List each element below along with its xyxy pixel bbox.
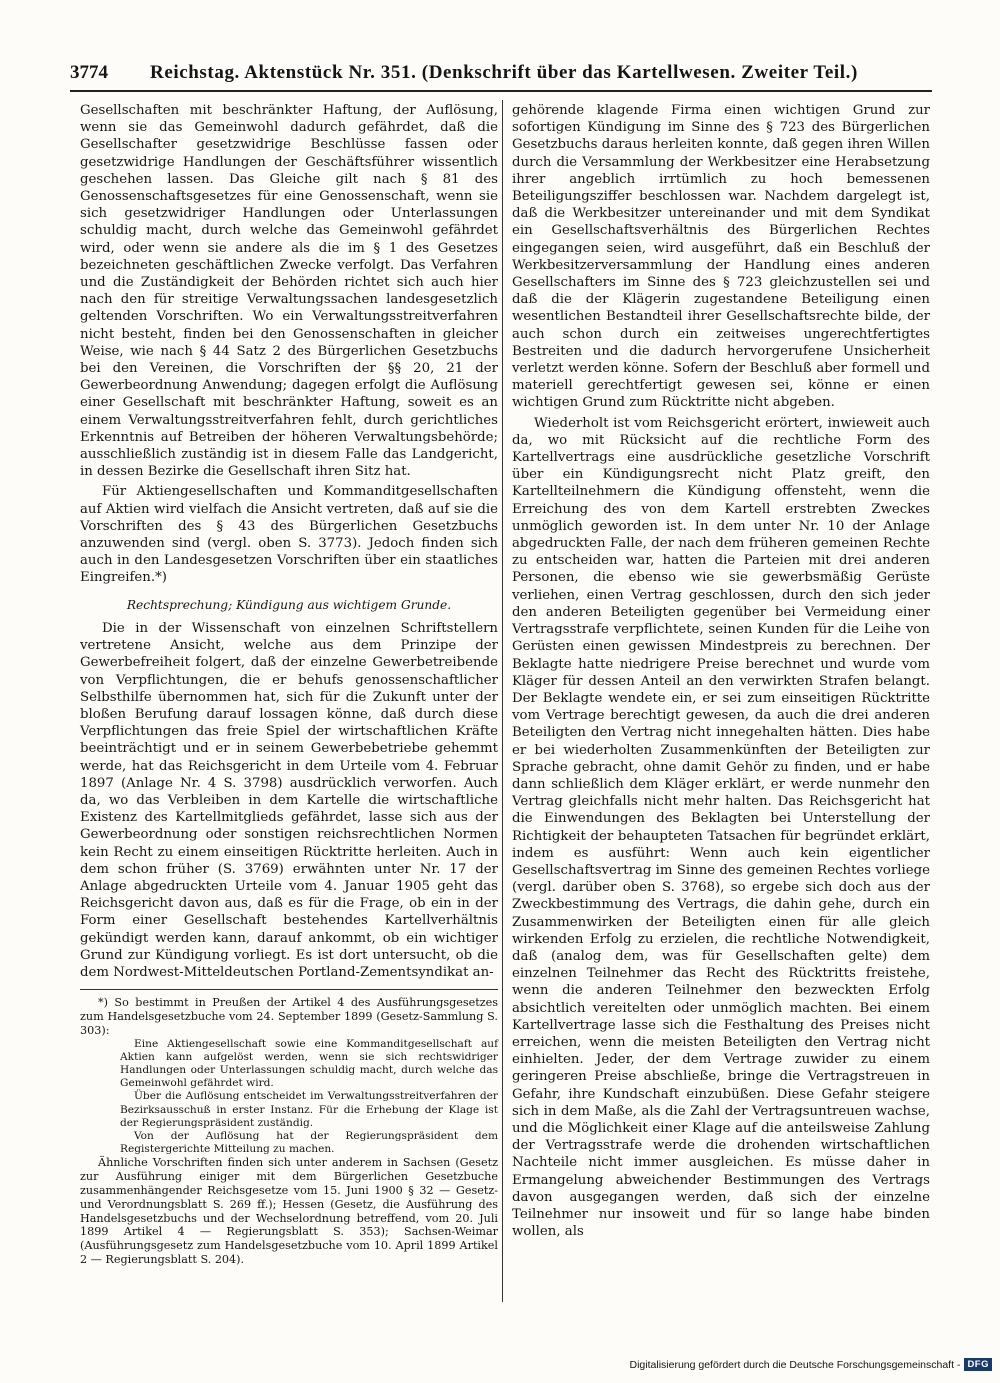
footnote-1: *) So bestimmt in Preußen der Artikel 4 des Ausführungsgesetzes zum Handelsgesetzbuche vom 24. September 1899 (Gesetz-Sammlung S. 303): (80, 996, 498, 1037)
digitization-credit (630, 1358, 992, 1371)
footnote-quote-2: Über die Auflösung entscheidet im Verwaltungsstreitverfahren der Bezirksausschuß in erster Instanz. Für die Erhebung der Klage ist der Regierungspräsident zuständig. (120, 1090, 498, 1129)
right-paragraph-1: gehörende klagende Firma einen wichtigen Grund zur sofortigen Kündigung im Sinne des § 723 des Bürgerlichen Gesetzbuchs daraus herleiten konnte, daß gegen ihren Willen durch die Versammlung der Werkbesitzer eine Herabsetzung ihrer angeblich irrtümlich zu hoch bemessenen Beteiligungsziffer beschlossen war. Nachdem dargelegt ist, daß die Werkbesitzer untereinander und mit dem Syndikat ein Gesellschaftsverhältnis des Bürgerlichen Rechtes eingegangen seien, wird ausgeführt, daß ein Beschluß der Werkbesitzerversammlung der Handlung eines anderen Gesellschafters im Sinne des § 723 gleichzustellen sei und daß die der Klägerin zugestandene Beteiligung einen wesentlichen Bestandteil ihrer Gesellschaftsrechte bilde, der auch schon durch ein zeitweises ungerechtfertigtes Bestreiten und die dadurch hervorgerufene Unsicherheit verletzt werden könne. Sofern der Beschluß aber formell und materiell gerechtfertigt gewesen sei, könne er einen wichtigen Grund zum Rücktritte nicht abgeben. (512, 103, 930, 411)
page-header (0, 58, 1000, 88)
credit-text: Digitalisierung gefördert durch die Deutsche Forschungsgemeinschaft - (629, 1358, 961, 1371)
page-number: 3774 (70, 62, 108, 83)
footnote-quote-1: Eine Aktiengesellschaft sowie eine Kommanditgesellschaft auf Aktien kann aufgelöst werden, wenn sie sich rechtswidriger Handlungen oder Unterlassungen schuldig macht, durch welche das Gemeinwohl gefährdet wird. (120, 1037, 498, 1090)
left-column (80, 102, 498, 1267)
dfg-logo: DFG (964, 1358, 992, 1371)
column-divider (502, 100, 503, 1302)
section-heading: Rechtsprechung; Kündigung aus wichtigem Grunde. (126, 597, 452, 612)
left-paragraph-2: Für Aktiengesellschaften und Kommanditgesellschaften auf Aktien wird vielfach die Ansicht vertreten, daß auf sie die Vorschriften des § 43 des Bürgerlichen Gesetzbuchs anzuwenden sind (vergl. oben S. 3773). Jedoch finden sich auch in den Landesgesetzen Vorschriften über ein staatliches Eingreifen.*) (80, 484, 498, 586)
header-rule (70, 90, 932, 92)
running-title: Reichstag. Aktenstück Nr. 351. (Denkschrift über das Kartellwesen. Zweiter Teil.) (150, 62, 858, 83)
left-paragraph-1: Gesellschaften mit beschränkter Haftung, der Auflösung, wenn sie das Gemeinwohl dadurch gefährdet, daß die Gesellschafter gesetzwidrige Beschlüsse fassen oder gesetzwidrige Handlungen der Geschäftsführer wissentlich geschehen lassen. Das Gleiche gilt nach § 81 des Genossenschaftsgesetzes für eine Genossenschaft, wenn sie sich gesetzwidriger Handlungen oder Unterlassungen schuldig macht, durch welche das Gemeinwohl gefährdet wird, oder wenn sie andere als die im § 1 des Gesetzes bezeichneten geschäftlichen Zwecke verfolgt. Das Verfahren und die Zuständigkeit der Behörden richtet sich auch hier nach den für streitige Verwaltungssachen landesgesetzlich geltenden Vorschriften. Wo ein Verwaltungsstreitverfahren nicht besteht, finden bei den Genossenschaften in gleicher Weise, wie nach § 44 Satz 2 des Bürgerlichen Gesetzbuchs bei den Vereinen, die Vorschriften der §§ 20, 21 der Gewerbeordnung Anwendung; dagegen erfolgt die Auflösung einer Gesellschaft mit beschränkter Haftung, soweit es an einem Verwaltungsstreitverfahren fehlt, durch gerichtliches Erkenntnis auf Betreiben der höheren Verwaltungsbehörde; ausschließlich zuständig ist in diesem Falle das Landgericht, in dessen Bezirke die Gesellschaft ihren Sitz hat. (80, 103, 498, 480)
footnote-quote-3: Von der Auflösung hat der Regierungspräsident dem Registergerichte Mitteilung zu machen. (120, 1129, 498, 1156)
left-paragraph-3: Die in der Wissenschaft von einzelnen Schriftstellern vertretene Ansicht, welche aus dem Prinzipe der Gewerbefreiheit folgert, daß der einzelne Gewerbetreibende von Verpflichtungen, die er behufs genossenschaftlicher Selbsthilfe übernommen hat, sich für die Zukunft unter der bloßen Berufung darauf lossagen könne, daß durch diese Verpflichtungen das freie Spiel der wirtschaftlichen Kräfte beeinträchtigt und er in seinem Gewerbebetriebe gehemmt werde, hat das Reichsgericht in dem Urteile vom 4. Februar 1897 (Anlage Nr. 4 S. 3798) ausdrücklich verworfen. Auch da, wo das Verbleiben in dem Kartelle die wirtschaftliche Existenz des Kartellmitglieds gefährdet, lasse sich aus der Gewerbeordnung oder sonstigen reichsrechtlichen Normen kein Recht zu einem einseitigen Rücktritte herleiten. Auch in dem schon früher (S. 3769) erwähnten unter Nr. 17 der Anlage abgedruckten Urteile vom 4. Januar 1905 geht das Reichsgericht davon aus, daß es für die Frage, ob ein in der Form einer Gesellschaft bestehendes Kartellverhältnis gekündigt werden kann, darauf ankommt, ob ein wichtiger Grund zur Kündigung vorliegt. Es ist dort untersucht, ob die dem Nordwest-Mitteldeutschen Portland-Zementsyndikat an- (80, 620, 498, 980)
footnote-2: Ähnliche Vorschriften finden sich unter anderem in Sachsen (Gesetz zur Ausführung einiger mit dem Bürgerlichen Gesetzbuche zusammenhängender Reichsgesetze vom 15. Juni 1900 § 32 — Gesetz- und Verordnungsblatt S. 269 ff.); Hessen (Gesetz, die Ausführung des Handelsgesetzbuchs und der Wechselordnung betreffend, vom 20. Juli 1899 Artikel 4 — Regierungsblatt S. 353); Sachsen-Weimar (Ausführungsgesetz zum Handelsgesetzbuche vom 10. April 1899 Artikel 2 — Regierungsblatt S. 204). (80, 1156, 498, 1266)
footnotes (80, 989, 498, 1267)
right-column (512, 102, 930, 1240)
right-paragraph-2: Wiederholt ist vom Reichsgericht erörtert, inwieweit auch da, wo mit Rücksicht auf die rechtliche Form des Kartellvertrags eine ausdrückliche gesetzliche Vorschrift über ein Kündigungsrecht nicht Platz greift, den Kartellteilnehmern die Kündigung offensteht, wenn die Erreichung des von dem Kartell erstrebten Zweckes unmöglich geworden ist. In dem unter Nr. 10 der Anlage abgedruckten Falle, der nach dem früheren gemeinen Rechte zu entscheiden war, hatten die Parteien mit drei anderen Personen, die ebenso wie sie gewerbsmäßig Gerüste verliehen, einen Vertrag geschlossen, durch den sich jeder den anderen Beteiligten gegenüber bei Vermeidung einer Vertragsstrafe verpflichtete, seinen Kunden für die Leihe von Gerüsten einen gewissen Mindestpreis zu berechnen. Der Beklagte hatte niedrigere Preise berechnet und wurde vom Kläger für dessen Anteil an den verwirkten Strafen belangt. Der Beklagte wendete ein, er sei zum einseitigen Rücktritte vom Vertrage berechtigt gewesen, da auch die drei anderen Beteiligten den Vertrag nicht innegehalten hätten. Dies habe er bei wiederholten Zusammenkünften der Beteiligten zur Sprache gebracht, ohne damit Gehör zu finden, und er habe dann schließlich dem Kläger erklärt, er werde nunmehr den Vertrag gleichfalls nicht mehr halten. Das Reichsgericht hat die Einwendungen des Beklagten bei Unterstellung der Richtigkeit der behaupteten Tatsachen für begründet erklärt, indem es ausführt: Wenn auch kein eigentlicher Gesellschaftsvertrag im Sinne des gemeinen Rechtes vorliege (vergl. darüber oben S. 3768), so ergebe sich doch aus der Zweckbestimmung des Vertrags, die dahin gehe, durch ein Zusammenwirken der Beteiligten einen für alle gleich wirkenden Erfolg zu erzielen, die rechtliche Notwendigkeit, daß (analog dem, was für Gesellschaften gelte) dem einzelnen Teilnehmer das Recht des Rücktritts freistehe, wenn die anderen Teilnehmer den bezweckten Erfolg absichtlich vereitelten oder unmöglich machten. Bei einem Kartellvertrage lasse sich die Festhaltung des Preises nicht erreichen, wenn die meisten Beteiligten den Vertrag nicht einhielten. Jeder, der dem Vertrage zuwider zu einem geringeren Preise abschließe, bringe die Vertragstreuen in Gefahr, ihre Kundschaft einzubüßen. Diese Gefahr steigere sich in dem Maße, als die Zahl der Vertragsuntreuen wachse, und die Möglichkeit einer Klage auf die anteilsweise Zahlung der Vertragsstrafe werde die drohenden wirtschaftlichen Nachteile nicht immer ausgleichen. Es müsse daher in Ermangelung abweichender Bestimmungen des Vertrags davon ausgegangen werden, daß sich der einzelne Teilnehmer nur insoweit und für so lange habe binden wollen, als (512, 415, 930, 1240)
